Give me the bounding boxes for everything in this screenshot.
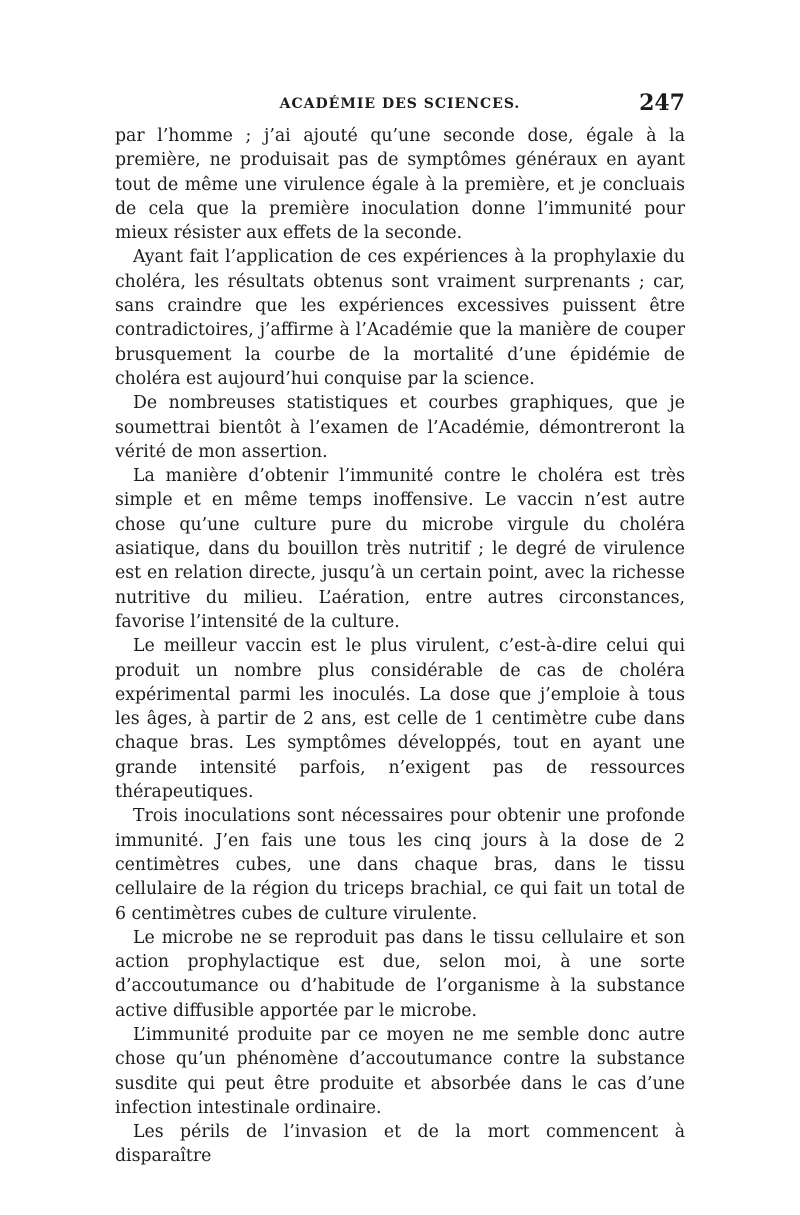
running-head: ACADÉMIE DES SCIENCES. — [279, 96, 521, 112]
paragraph-6: Trois inoculations sont nécessaires pour obtenir une profonde immunité. J’en fais une tous les cinq jours à la dose de 2 centimètres cubes, une dans chaque bras, dans le tissu cellulaire de la région du triceps brachial, ce qui fait un total de 6 centimètres cubes de culture virulente. — [115, 806, 685, 924]
page-number: 247 — [639, 90, 685, 116]
body-text — [115, 124, 685, 1169]
page-header — [115, 90, 685, 120]
paragraph-9: Les périls de l’invasion et de la mort commencent à disparaître — [115, 1122, 685, 1167]
paragraph-4: La manière d’obtenir l’immunité contre le choléra est très simple et en même temps inoffensive. Le vaccin n’est autre chose qu’une culture pure du microbe virgule du choléra asiatique, dans du bouillon très nutritif ; le degré de virulence est en relation directe, jusqu’à un certain point, avec la richesse nutritive du milieu. L’aération, entre autres circonstances, favorise l’intensité de la culture. — [115, 466, 685, 632]
paragraph-5: Le meilleur vaccin est le plus virulent, c’est-à-dire celui qui produit un nombre plus considérable de cas de choléra expérimental parmi les inoculés. La dose que j’emploie à tous les âges, à partir de 2 ans, est celle de 1 centimètre cube dans chaque bras. Les symptômes développés, tout en ayant une grande intensité parfois, n’exigent pas de ressources thérapeutiques. — [115, 636, 685, 803]
paragraph-8: L’immunité produite par ce moyen ne me semble donc autre chose qu’un phénomène d’accoutumance contre la substance susdite qui peut être produite et absorbée dans le cas d’une infection intestinale ordinaire. — [115, 1024, 685, 1118]
paragraph-1: par l’homme ; j’ai ajouté qu’une seconde dose, égale à la première, ne produisait pas de symptômes généraux en ayant tout de même une virulence égale à la première, et je concluais de cela que la première inoculation donne l’immunité pour mieux résister aux effets de la seconde. — [115, 126, 685, 244]
paragraph-2: Ayant fait l’application de ces expériences à la prophylaxie du choléra, les résultats obtenus sont vraiment surprenants ; car, sans craindre que les expériences excessives puissent être contradictoires, j’affirme à l’Académie que la manière de couper brusquement la courbe de la mortalité d’une épidémie de choléra est aujourd’hui conquise par la science. — [115, 247, 685, 389]
paragraph-7: Le microbe ne se reproduit pas dans le tissu cellulaire et son action prophylactique est due, selon moi, à une sorte d’accoutumance ou d’habitude de l’organisme à la substance active diffusible apportée par le microbe. — [115, 927, 685, 1021]
paragraph-3: De nombreuses statistiques et courbes graphiques, que je soumettrai bientôt à l’examen de l’Académie, démontreront la vérité de mon assertion. — [115, 393, 685, 462]
